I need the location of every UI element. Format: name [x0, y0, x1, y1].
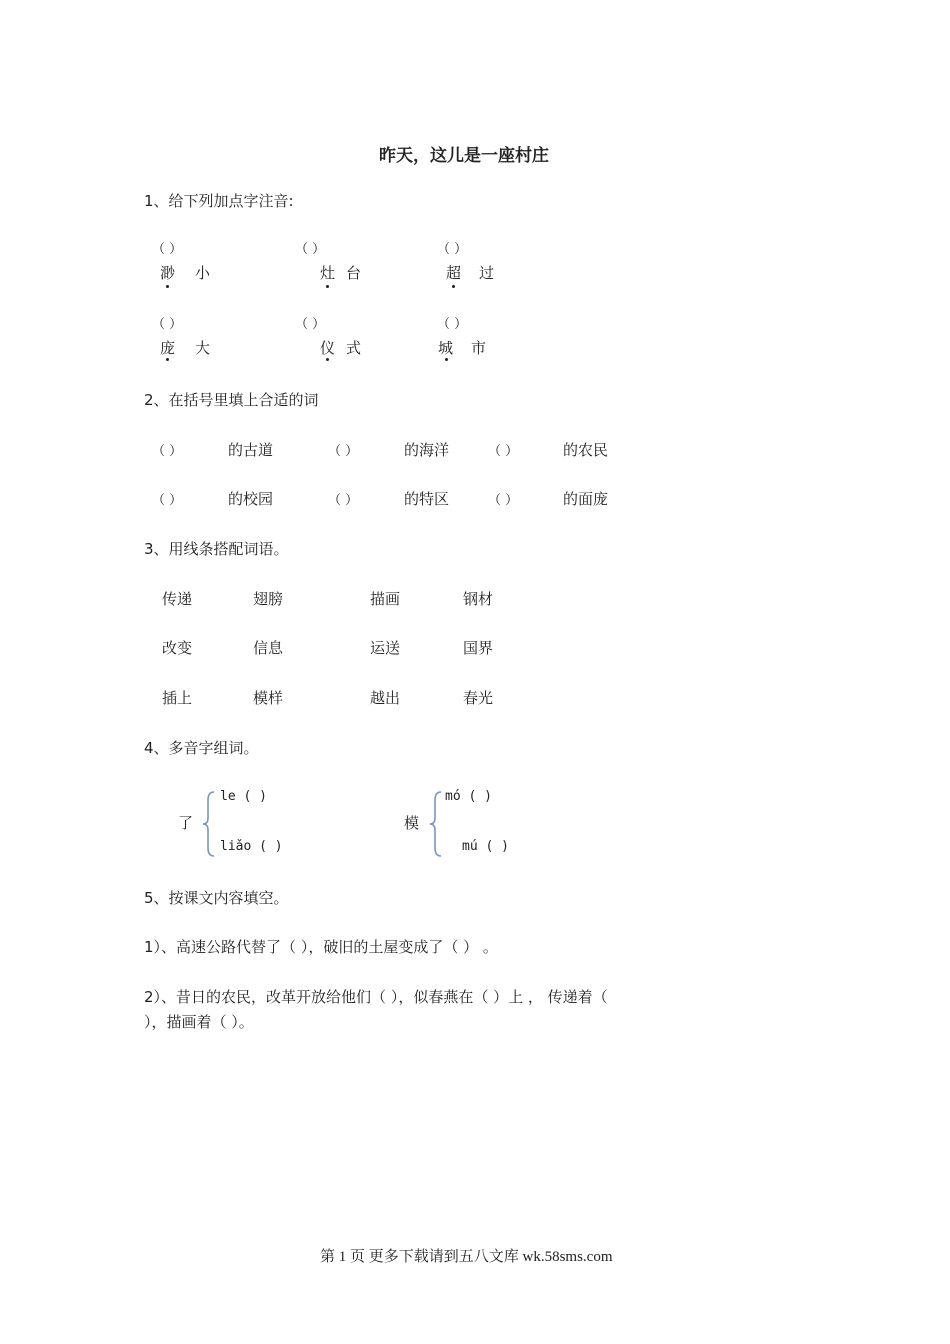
q3-heading: 3、用线条搭配词语。	[144, 540, 289, 558]
match-word[interactable]: 运送	[370, 639, 401, 657]
pinyin-blank-le[interactable]: le ( )	[220, 789, 267, 804]
pinyin-blank[interactable]: （ ）	[437, 242, 468, 257]
q5-line-2a[interactable]: 2）、昔日的农民，改革开放给他们（ ），似春燕在（ ）上 ， 传递着（	[144, 988, 608, 1006]
q4-heading: 4、多音字组词。	[144, 739, 259, 757]
word-blank[interactable]: （ ）	[152, 493, 183, 508]
word-char: 小	[195, 264, 211, 282]
phrase-suffix: 的农民	[563, 441, 609, 459]
word-char: 台	[346, 264, 362, 282]
word-char: 渺	[160, 264, 176, 282]
phrase-suffix: 的古道	[228, 441, 274, 459]
emphasis-dot	[445, 358, 448, 361]
page-title: 昨天，这儿是一座村庄	[379, 146, 549, 166]
match-word[interactable]: 钢材	[463, 590, 494, 608]
phrase-suffix: 的校园	[228, 490, 274, 508]
q5-line-2b[interactable]: ），描画着（ ）。	[144, 1013, 254, 1031]
match-word[interactable]: 描画	[370, 590, 401, 608]
pinyin-blank[interactable]: （ ）	[295, 317, 326, 332]
pinyin-blank-mu[interactable]: mú ( )	[462, 839, 509, 854]
polyphone-char: 模	[404, 814, 420, 832]
phrase-suffix: 的特区	[404, 490, 450, 508]
word-blank[interactable]: （ ）	[328, 493, 359, 508]
polyphone-char: 了	[178, 814, 194, 832]
pinyin-blank[interactable]: （ ）	[437, 317, 468, 332]
match-word[interactable]: 模样	[253, 689, 284, 707]
word-blank[interactable]: （ ）	[488, 493, 519, 508]
word-blank[interactable]: （ ）	[488, 444, 519, 459]
word-char: 式	[346, 339, 362, 357]
word-char: 大	[195, 339, 211, 357]
match-word[interactable]: 改变	[162, 639, 193, 657]
pinyin-blank[interactable]: （ ）	[295, 242, 326, 257]
emphasis-dot	[166, 285, 169, 288]
word-char: 仪	[320, 339, 336, 357]
q5-line-1[interactable]: 1）、高速公路代替了（ ），破旧的土屋变成了（ ） 。	[144, 938, 498, 956]
word-char: 灶	[320, 264, 336, 282]
left-brace-icon	[202, 790, 216, 858]
word-char: 市	[471, 339, 487, 357]
word-blank[interactable]: （ ）	[152, 444, 183, 459]
emphasis-dot	[452, 285, 455, 288]
pinyin-blank[interactable]: （ ）	[152, 242, 183, 257]
match-word[interactable]: 信息	[253, 639, 284, 657]
match-word[interactable]: 越出	[370, 689, 401, 707]
q5-heading: 5、按课文内容填空。	[144, 889, 289, 907]
q1-heading: 1、给下列加点字注音:	[144, 192, 294, 210]
match-word[interactable]: 国界	[463, 639, 494, 657]
word-char: 城	[438, 339, 454, 357]
word-char: 超	[446, 264, 462, 282]
emphasis-dot	[326, 285, 329, 288]
match-word[interactable]: 春光	[463, 689, 494, 707]
page-footer: 第 1 页 更多下载请到五八文库 wk.58sms.com	[320, 1249, 613, 1265]
emphasis-dot	[166, 358, 169, 361]
left-brace-icon	[429, 790, 443, 858]
match-word[interactable]: 传递	[162, 590, 193, 608]
pinyin-blank[interactable]: （ ）	[152, 317, 183, 332]
phrase-suffix: 的海洋	[404, 441, 450, 459]
match-word[interactable]: 翅膀	[253, 590, 284, 608]
word-blank[interactable]: （ ）	[328, 444, 359, 459]
emphasis-dot	[326, 358, 329, 361]
phrase-suffix: 的面庞	[563, 490, 609, 508]
q2-heading: 2、在括号里填上合适的词	[144, 391, 319, 409]
pinyin-blank-liao[interactable]: liǎo ( )	[220, 839, 283, 854]
match-word[interactable]: 插上	[162, 689, 193, 707]
word-char: 庞	[160, 339, 176, 357]
pinyin-blank-mo[interactable]: mó ( )	[445, 789, 492, 804]
word-char: 过	[479, 264, 495, 282]
